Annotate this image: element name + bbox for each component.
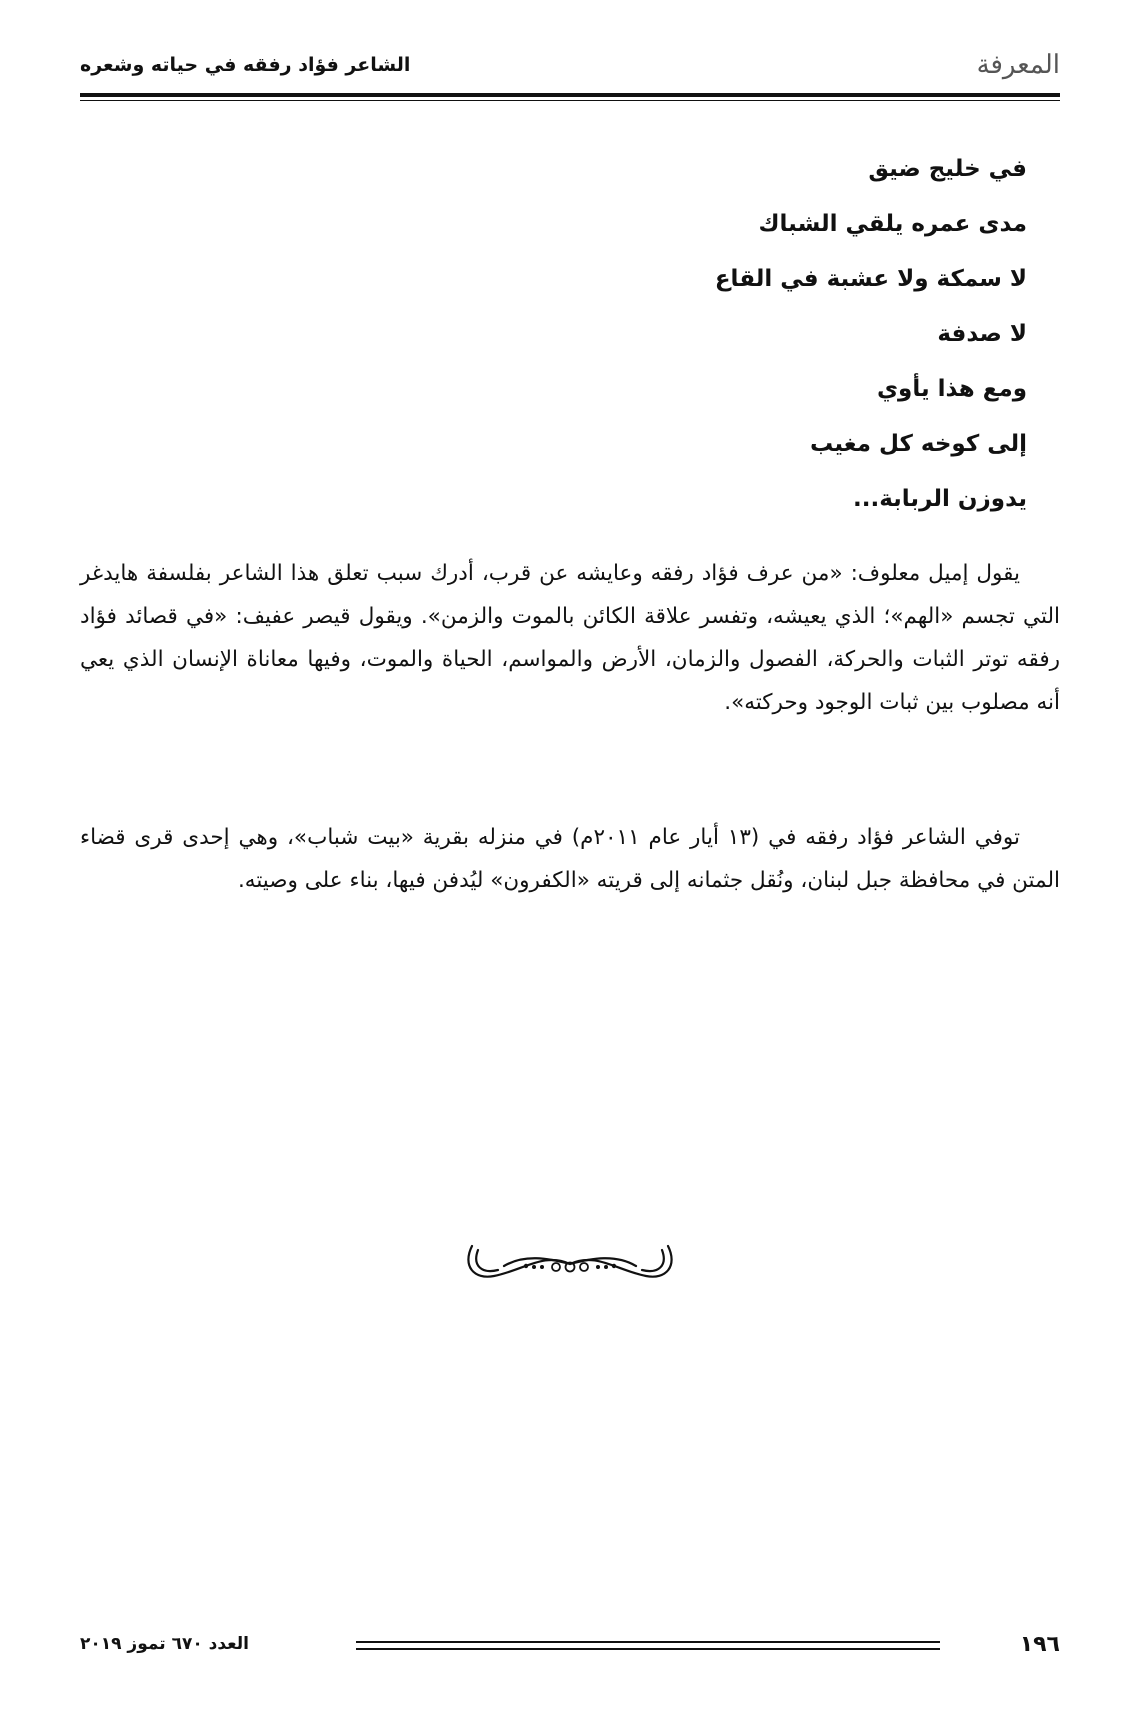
poem-stanza bbox=[715, 142, 1027, 527]
poem-line: ومع هذا يأوي bbox=[876, 376, 1027, 402]
magazine-logo: المعرفة bbox=[976, 50, 1060, 80]
poem-line: مدى عمره يلقي الشباك bbox=[758, 211, 1027, 237]
header-rule-thick bbox=[80, 93, 1060, 97]
poem-line: لا سمكة ولا عشبة في القاع bbox=[714, 266, 1027, 292]
body-paragraph bbox=[80, 552, 1060, 724]
poem-line: يدوزن الربابة... bbox=[853, 486, 1027, 512]
footer-rule-bottom bbox=[356, 1648, 940, 1650]
issue-info: العدد ٦٧٠ تموز ٢٠١٩ bbox=[80, 1634, 249, 1654]
footer-rule-top bbox=[356, 1641, 940, 1643]
body-paragraph bbox=[80, 816, 1060, 902]
ornament-divider bbox=[464, 1236, 676, 1292]
poem-line: لا صدفة bbox=[937, 321, 1027, 347]
paragraph-text: يقول إميل معلوف: «من عرف فؤاد رفقه وعايشه عن قرب، أدرك سبب تعلق هذا الشاعر بفلسفة هايدغر التي تجسم «الهم»؛ الذي يعيشه، وتفسر علاقة الكائن بالموت والزمن». ويقول قيصر عفيف: «في قصائد فؤاد رفقه توتر الثبات والحركة، الفصول والزمان، الأرض والمواسم، الحياة والموت، وفيها معاناة الإنسان الذي يعي أنه مصلوب بين ثبات الوجود وحركته». bbox=[80, 561, 1060, 715]
page-number: ١٩٦ bbox=[1019, 1632, 1060, 1657]
paragraph-text: توفي الشاعر فؤاد رفقه في (١٣ أيار عام ٢٠١١م) في منزله بقرية «بيت شباب»، وهي إحدى قرى قضاء المتن في محافظة جبل لبنان، ونُقل جثمانه إلى قريته «الكفرون» ليُدفن فيها، بناء على وصيته. bbox=[80, 825, 1060, 893]
running-title: الشاعر فؤاد رفقه في حياته وشعره bbox=[80, 54, 411, 76]
poem-line: في خليج ضيق bbox=[868, 156, 1027, 182]
poem-line: إلى كوخه كل مغيب bbox=[810, 431, 1027, 457]
header-rule-thin bbox=[80, 100, 1060, 101]
